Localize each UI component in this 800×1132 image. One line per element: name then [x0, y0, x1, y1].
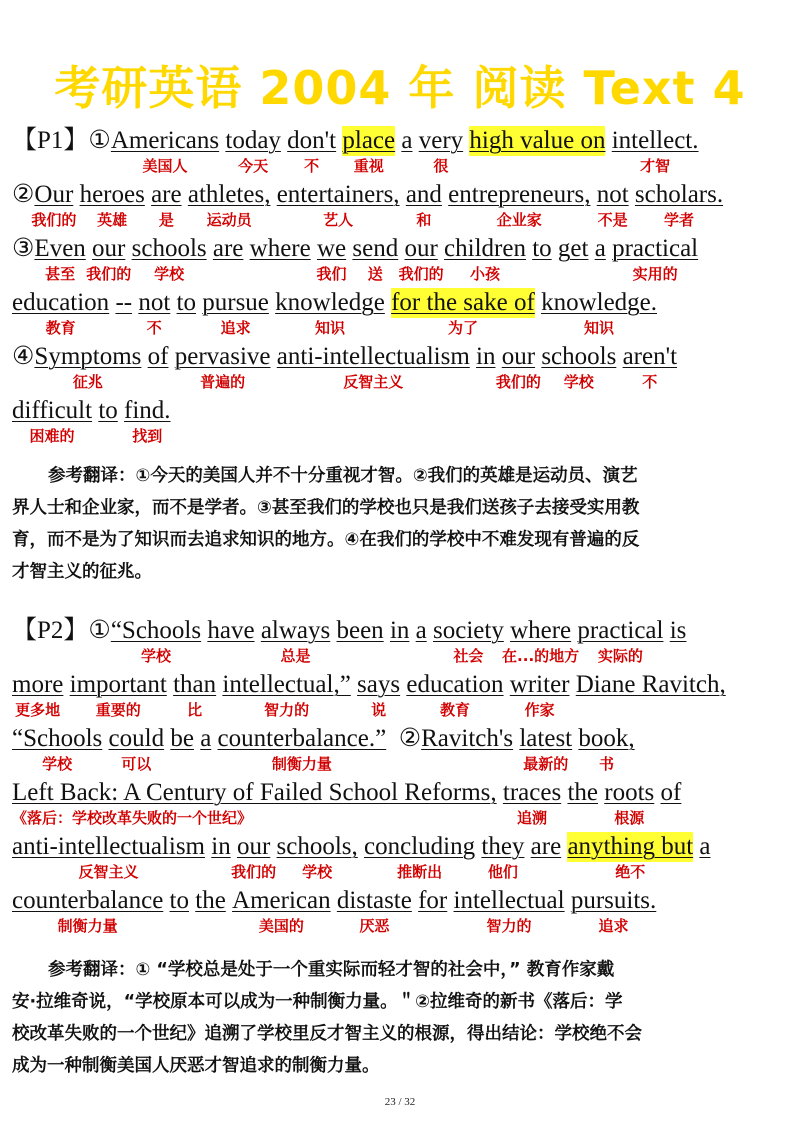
word: the — [195, 887, 226, 914]
word: don't 不 — [287, 127, 337, 175]
gloss: 知识 — [584, 319, 615, 337]
gloss: 不 — [642, 373, 658, 391]
gloss: 追求 — [220, 319, 251, 337]
gloss: 重要的 — [95, 701, 141, 719]
word: intellectual 智力的 — [453, 887, 565, 935]
book-title: Left Back: A Century of Failed School Reforms, 《落后：学校改革失败的一个世纪》 — [12, 779, 497, 827]
word: for — [418, 887, 448, 914]
gloss: 书 — [598, 755, 615, 773]
highlighted-word: for the sake of 为了 — [391, 289, 535, 337]
gloss: 学校 — [140, 647, 171, 665]
p1-line-3 — [12, 234, 792, 288]
word: entrepreneurs, 企业家 — [448, 181, 591, 229]
word: athletes, 运动员 — [187, 181, 271, 229]
word: Our 我们的 — [31, 181, 77, 229]
translation-line: 参考翻译：①今天的美国人并不十分重视才智。②我们的英雄是运动员、演艺 — [48, 466, 638, 486]
translation-line: 校改革失败的一个世纪》追溯了学校里反才智主义的根源，得出结论：学校绝不会 — [12, 1024, 642, 1044]
word: in — [389, 617, 410, 644]
word: “Schools 学校 — [110, 617, 202, 665]
word: our 我们的 — [398, 235, 444, 283]
word: a — [594, 235, 606, 262]
word: roots 根源 — [604, 779, 655, 827]
word: to — [176, 289, 196, 316]
gloss: 知识 — [314, 319, 346, 337]
p2-translation — [12, 954, 788, 1082]
p2-line-3 — [12, 724, 792, 778]
gloss: 小孩 — [469, 265, 501, 283]
gloss: 困难的 — [29, 427, 75, 445]
word: latest 最新的 — [519, 725, 573, 773]
gloss: 运动员 — [206, 211, 252, 229]
word: of — [660, 779, 682, 806]
word: find. 找到 — [124, 397, 171, 445]
translation-line: 育，而不是为了知识而去追求知识的地方。④在我们的学校中不难发现有普遍的反 — [12, 530, 640, 550]
sentence-number: ② — [398, 725, 422, 752]
word: where 在...的地方 — [502, 617, 580, 665]
translation-line: 才智主义的征兆。 — [12, 562, 152, 582]
word: counterbalance 制衡力量 — [12, 887, 164, 935]
word: been — [336, 617, 384, 644]
word: scholars. 学者 — [634, 181, 724, 229]
word: than 比 — [173, 671, 217, 719]
word: a — [415, 617, 427, 644]
gloss: 他们 — [487, 863, 518, 881]
word: our 我们的 — [231, 833, 277, 881]
word: are 是 — [151, 181, 182, 229]
gloss: 学校 — [563, 373, 594, 391]
word: a — [401, 127, 413, 154]
word: Symptoms 征兆 — [34, 343, 142, 391]
word: be — [170, 725, 194, 752]
word: entertainers, 艺人 — [276, 181, 400, 229]
word: to — [532, 235, 552, 262]
p2-line-5 — [12, 832, 792, 886]
word: practical 实用的 — [612, 235, 699, 283]
gloss: 追求 — [598, 917, 629, 935]
word: education 教育 — [12, 289, 110, 337]
word: not 不是 — [596, 181, 629, 229]
word: and 和 — [405, 181, 442, 229]
word: today 今天 — [225, 127, 281, 175]
word: our 我们的 — [495, 343, 541, 391]
word: in — [211, 833, 231, 860]
word: are — [530, 833, 562, 860]
gloss: 厌恶 — [359, 917, 390, 935]
word: a — [699, 833, 711, 860]
gloss: 最新的 — [523, 755, 569, 773]
gloss: 送 — [367, 265, 383, 283]
p1-line-6 — [12, 396, 792, 450]
gloss: 学者 — [663, 211, 695, 229]
p2-line-4 — [12, 778, 792, 832]
sentence-number: ② — [12, 181, 35, 208]
gloss: 教育 — [45, 319, 76, 337]
p2-line-1 — [12, 616, 792, 670]
word: writer 作家 — [509, 671, 570, 719]
gloss: 英雄 — [97, 211, 128, 229]
translation-line: 成为一种制衡美国人厌恶才智追求的制衡力量。 — [12, 1056, 380, 1076]
gloss: 我们的 — [231, 863, 277, 881]
word: children 小孩 — [444, 235, 526, 283]
gloss: 我们的 — [86, 265, 132, 283]
gloss: 反智主义 — [343, 373, 404, 391]
gloss: 学校 — [154, 265, 185, 283]
word: pursue 追求 — [202, 289, 269, 337]
word: to — [169, 887, 189, 914]
gloss: 可以 — [121, 755, 152, 773]
gloss: 推断出 — [397, 863, 443, 881]
word: schools 学校 — [131, 235, 207, 283]
gloss: 智力的 — [486, 917, 532, 935]
word: always 总是 — [260, 617, 331, 665]
page-number: 23 / 32 — [384, 1096, 416, 1108]
gloss: 绝不 — [615, 863, 646, 881]
gloss: 社会 — [453, 647, 484, 665]
word: important 重要的 — [69, 671, 167, 719]
gloss: 追溯 — [517, 809, 548, 827]
word: get — [557, 235, 589, 262]
word: concluding 推断出 — [364, 833, 476, 881]
highlighted-word: high value on — [469, 127, 606, 154]
word: we 我们 — [316, 235, 347, 283]
gloss: 我们的 — [495, 373, 541, 391]
word: they 他们 — [481, 833, 525, 881]
gloss: 更多地 — [15, 701, 61, 719]
gloss: 甚至 — [45, 265, 76, 283]
gloss: 教育 — [439, 701, 470, 719]
gloss: 我们的 — [398, 265, 444, 283]
sentence-number: ④ — [12, 343, 35, 370]
word: says 说 — [357, 671, 401, 719]
paragraph-tag: 【P2】 — [12, 617, 89, 644]
word: practical 实际的 — [577, 617, 664, 665]
gloss: 不 — [304, 157, 320, 175]
word: anti-intellectualism 反智主义 — [12, 833, 205, 881]
gloss: 企业家 — [496, 211, 542, 229]
word: knowledge 知识 — [275, 289, 385, 337]
gloss: 智力的 — [264, 701, 310, 719]
gloss: 征兆 — [72, 373, 103, 391]
sentence-number: ① — [88, 617, 111, 644]
word: pursuits. 追求 — [570, 887, 657, 935]
sentence-number: ① — [88, 127, 111, 154]
p1-line-2 — [12, 180, 792, 234]
word: counterbalance.” 制衡力量 — [217, 725, 387, 773]
gloss: 艺人 — [323, 211, 354, 229]
gloss: 实用的 — [632, 265, 678, 283]
gloss: 不是 — [597, 211, 628, 229]
word: intellect. 才智 — [611, 127, 699, 175]
p1-line-5 — [12, 342, 792, 396]
word: Americans 美国人 — [110, 127, 220, 175]
gloss: 才智 — [640, 157, 671, 175]
word: pervasive 普遍的 — [174, 343, 271, 391]
gloss: 和 — [416, 211, 432, 229]
gloss: 比 — [187, 701, 203, 719]
word: our 我们的 — [86, 235, 132, 283]
gloss: 美国人 — [142, 157, 188, 175]
word: in — [476, 343, 496, 370]
word: a — [200, 725, 212, 752]
gloss: 我们的 — [31, 211, 77, 229]
word: Ravitch's — [421, 725, 514, 752]
word: book, 书 — [578, 725, 635, 773]
gloss: 今天 — [238, 157, 269, 175]
gloss: 制衡力量 — [57, 917, 118, 935]
word: difficult 困难的 — [12, 397, 93, 445]
word: could 可以 — [108, 725, 165, 773]
gloss: 实际的 — [597, 647, 643, 665]
translation-line: 参考翻译：① “学校总是处于一个重实际而轻才智的社会中，” 教育作家戴 — [48, 960, 615, 980]
word: American 美国的 — [232, 887, 331, 935]
translation-line: 界人士和企业家，而不是学者。③甚至我们的学校也只是我们送孩子去接受实用教 — [12, 498, 640, 518]
p1-line-4 — [12, 288, 792, 342]
gloss: 不 — [146, 319, 162, 337]
gloss: 根源 — [614, 809, 645, 827]
word: heroes 英雄 — [79, 181, 145, 229]
word: intellectual,” 智力的 — [222, 671, 351, 719]
word: aren't 不 — [622, 343, 678, 391]
translation-label: 参考翻译： — [48, 960, 136, 980]
word: knowledge. 知识 — [541, 289, 658, 337]
gloss: 我们 — [316, 265, 347, 283]
p1-translation — [12, 460, 788, 588]
p2-line-6 — [12, 886, 792, 940]
gloss: 学校 — [302, 863, 333, 881]
highlighted-word: anything but 绝不 — [567, 833, 694, 881]
word: traces 追溯 — [502, 779, 562, 827]
gloss: 美国的 — [258, 917, 304, 935]
p1-line-1 — [12, 126, 792, 180]
gloss: 普遍的 — [200, 373, 246, 391]
word: more 更多地 — [12, 671, 64, 719]
p2-line-2 — [12, 670, 792, 724]
word: very 很 — [418, 127, 464, 175]
word: is — [669, 617, 687, 644]
word: the — [567, 779, 598, 806]
word: are — [212, 235, 244, 262]
gloss: 找到 — [132, 427, 163, 445]
translation-line: 安·拉维奇说，“学校原本可以成为一种制衡力量。＂②拉维奇的新书《落后：学 — [12, 992, 623, 1012]
sentence-number: ③ — [12, 235, 35, 262]
word: have — [207, 617, 255, 644]
gloss: 反智主义 — [78, 863, 139, 881]
gloss: 总是 — [280, 647, 311, 665]
page-title: 考研英语 2004 年 阅读 Text 4 — [54, 61, 746, 115]
word: where — [249, 235, 311, 262]
word: to — [98, 397, 118, 424]
word: not 不 — [138, 289, 171, 337]
paragraph-tag: 【P1】 — [12, 127, 89, 154]
gloss: 说 — [371, 701, 387, 719]
gloss: 作家 — [524, 701, 555, 719]
gloss: 在...的地方 — [502, 647, 580, 665]
highlighted-word: place 重视 — [342, 127, 396, 175]
gloss: 是 — [158, 211, 174, 229]
word: schools, 学校 — [276, 833, 358, 881]
gloss: 学校 — [42, 755, 73, 773]
word: Diane Ravitch, — [575, 671, 726, 698]
word: send 送 — [352, 235, 399, 283]
word: society 社会 — [433, 617, 504, 665]
translation-label: 参考翻译： — [48, 466, 136, 486]
word: anti-intellectualism 反智主义 — [276, 343, 470, 391]
word: of — [147, 343, 169, 370]
gloss: 很 — [433, 157, 449, 175]
word: “Schools 学校 — [12, 725, 103, 773]
word: Even 甚至 — [34, 235, 86, 283]
word: distaste 厌恶 — [336, 887, 412, 935]
gloss: 重视 — [353, 157, 384, 175]
word: -- — [115, 289, 133, 316]
word: schools 学校 — [541, 343, 617, 391]
gloss: 《落后：学校改革失败的一个世纪》 — [12, 809, 253, 827]
gloss: 制衡力量 — [271, 755, 332, 773]
word: education 教育 — [406, 671, 504, 719]
gloss: 为了 — [447, 319, 478, 337]
